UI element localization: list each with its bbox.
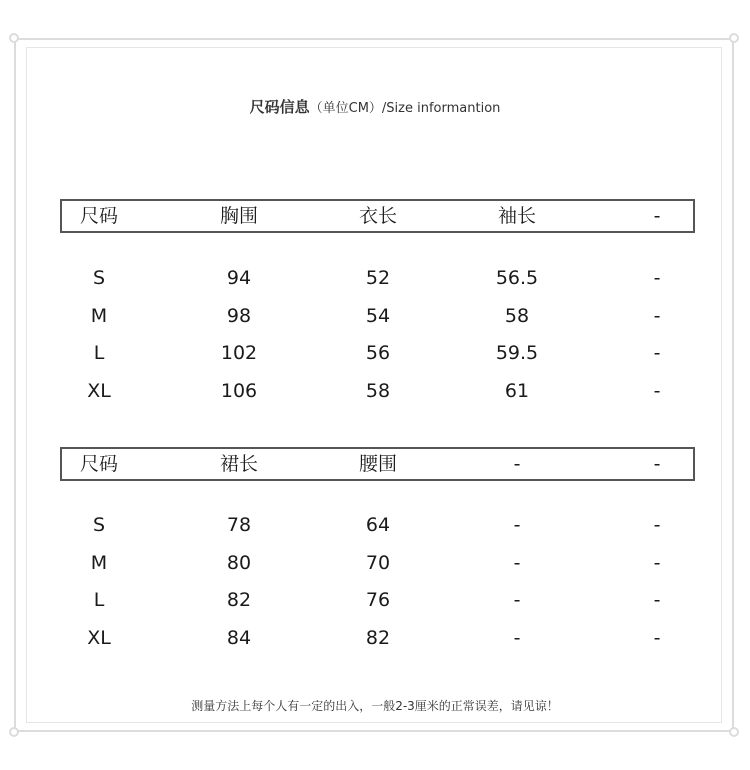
title-unit: （单位CM） (309, 101, 382, 116)
measurement-note: 测量方法上每个人有一定的出入，一般2-3厘米的正常误差，请见谅！ (191, 699, 559, 713)
table-cell: - (513, 552, 521, 574)
table-cell: 56.5 (495, 267, 539, 289)
table-cell: 52 (365, 267, 391, 289)
table-cell: 56 (365, 342, 391, 364)
table-cell: - (513, 514, 521, 536)
header-cell: 袖长 (497, 205, 536, 227)
table-cell: 98 (226, 305, 252, 327)
table-cell: - (653, 552, 661, 574)
corner-ornament-bottom-right (729, 727, 739, 737)
table-cell: - (513, 627, 521, 649)
table-cell: - (653, 589, 661, 611)
page-title (0, 96, 750, 117)
table-cell: 82 (365, 627, 391, 649)
header-cell: 腰围 (358, 453, 397, 475)
title-english: /Size informantion (381, 101, 501, 116)
table-cell: 84 (226, 627, 252, 649)
header-cell: 尺码 (79, 453, 118, 475)
table-cell: - (653, 380, 661, 402)
corner-ornament-bottom-left (9, 727, 19, 737)
table-cell: 59.5 (495, 342, 539, 364)
table-cell: 102 (220, 342, 258, 364)
table-cell: 106 (220, 380, 258, 402)
title-main: 尺码信息 (249, 98, 310, 116)
table-cell: - (653, 627, 661, 649)
table-cell: - (653, 342, 661, 364)
table-cell: S (92, 267, 106, 289)
table-cell: 94 (226, 267, 252, 289)
header-cell: 衣长 (358, 205, 397, 227)
header-cell: - (653, 453, 661, 475)
table-cell: 58 (504, 305, 530, 327)
table-cell: 70 (365, 552, 391, 574)
table-cell: 82 (226, 589, 252, 611)
corner-ornament-top-left (9, 33, 19, 43)
header-cell: 裙长 (219, 453, 258, 475)
table-cell: M (90, 552, 108, 574)
table-cell: - (653, 267, 661, 289)
table-cell: - (653, 514, 661, 536)
table-cell: - (653, 305, 661, 327)
header-cell: 尺码 (79, 205, 118, 227)
table-cell: XL (87, 627, 111, 649)
table-cell: - (513, 589, 521, 611)
table-cell: 76 (365, 589, 391, 611)
table-cell: L (93, 342, 105, 364)
table-cell: 58 (365, 380, 391, 402)
table-cell: 54 (365, 305, 391, 327)
table-cell: L (93, 589, 105, 611)
table-cell: 78 (226, 514, 252, 536)
table-cell: 80 (226, 552, 252, 574)
corner-ornament-top-right (729, 33, 739, 43)
table-cell: 64 (365, 514, 391, 536)
header-cell: 胸围 (219, 205, 258, 227)
header-cell: - (513, 453, 521, 475)
header-cell: - (653, 205, 661, 227)
table-cell: M (90, 305, 108, 327)
table-cell: S (92, 514, 106, 536)
table-cell: 61 (504, 380, 530, 402)
table-cell: XL (87, 380, 111, 402)
